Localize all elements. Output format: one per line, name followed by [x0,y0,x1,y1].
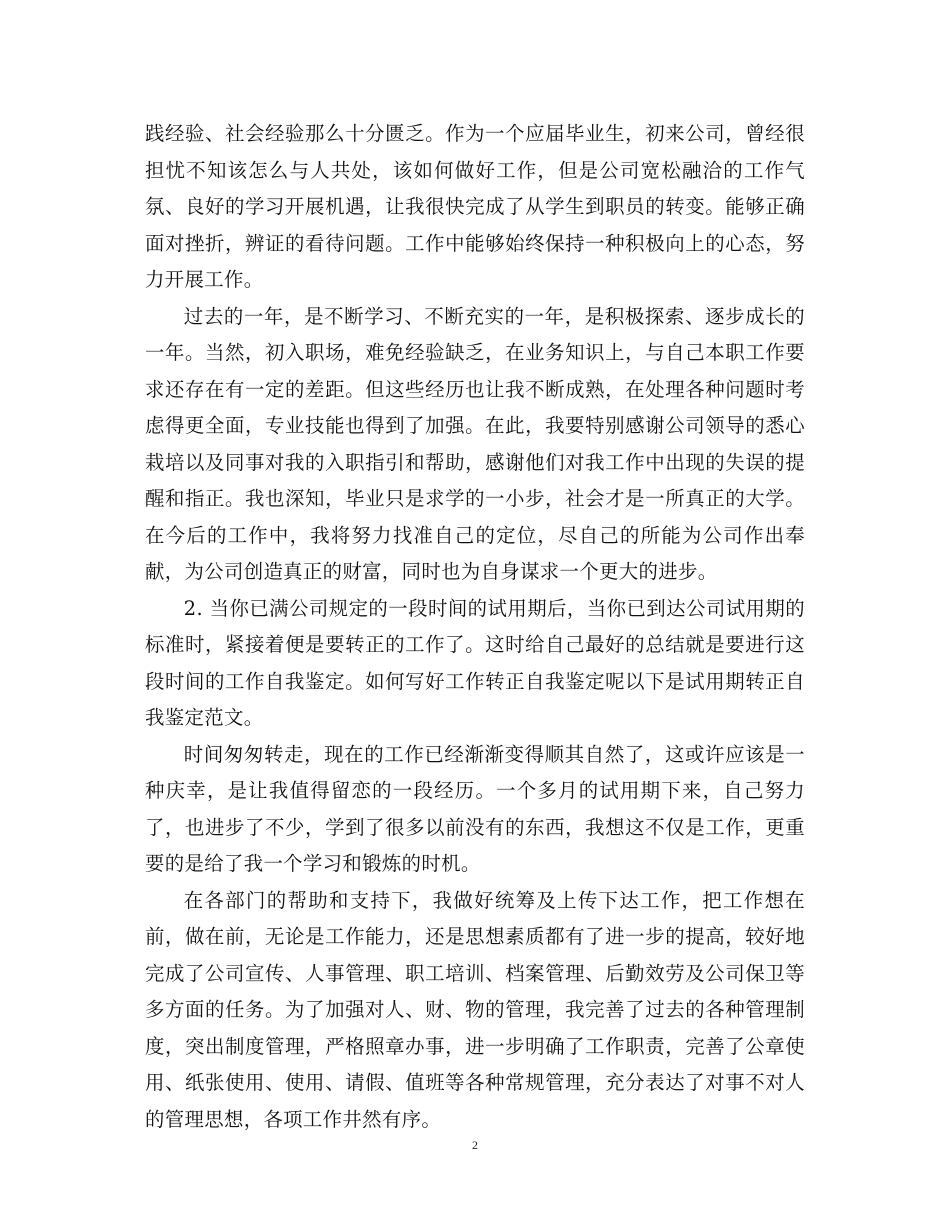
page-number: 2 [472,1138,478,1152]
paragraph-department-support: 在各部门的帮助和支持下，我做好统筹及上传下达工作，把工作想在前，做在前，无论是工作能力，还是思想素质都有了进一步的提高，较好地完成了公司宣传、人事管理、职工培训、档案管理、后勤效劳及公司保卫等多方面的任务。为了加强对人、财、物的管理，我完善了过去的各种管理制度，突出制度管理，严格照章办事，进一步明确了工作职责，完善了公章使用、纸张使用、使用、请假、值班等各种常规管理，充分表达了对事不对人的管理思想，各项工作井然有序。 [145,888,805,1131]
body-text [145,116,805,1138]
paragraph-time-passes: 时间匆匆转走，现在的工作已经渐渐变得顺其自然了，这或许应该是一种庆幸，是让我值得留恋的一段经历。一个多月的试用期下来，自己努力了，也进步了不少，学到了很多以前没有的东西，我想这不仅是工作，更重要的是给了我一个学习和锻炼的时机。 [145,742,805,875]
paragraph-probation-intro: 2. 当你已满公司规定的一段时间的试用期后，当你已到达公司试用期的标准时，紧接着便是要转正的工作了。这时给自己最好的总结就是要进行这段时间的工作自我鉴定。如何写好工作转正自我鉴定呢以下是试用期转正自我鉴定范文。 [145,596,805,729]
paragraph-continuation: 践经验、社会经验那么十分匮乏。作为一个应届毕业生，初来公司，曾经很担忧不知该怎么与人共处，该如何做好工作，但是公司宽松融洽的工作气氛、良好的学习开展机遇，让我很快完成了从学生到职员的转变。能够正确面对挫折，辨证的看待问题。工作中能够始终保持一种积极向上的心态，努力开展工作。 [145,122,805,291]
paragraph-past-year: 过去的一年，是不断学习、不断充实的一年，是积极探索、逐步成长的一年。当然，初入职场，难免经验缺乏，在业务知识上，与自己本职工作要求还存在有一定的差距。但这些经历也让我不断成熟，在处理各种问题时考虑得更全面，专业技能也得到了加强。在此，我要特别感谢公司领导的悉心栽培以及同事对我的入职指引和帮助，感谢他们对我工作中出现的失误的提醒和指正。我也深知，毕业只是求学的一小步，社会才是一所真正的大学。在今后的工作中，我将努力找准自己的定位，尽自己的所能为公司作出奉献，为公司创造真正的财富，同时也为自身谋求一个更大的进步。 [145,304,805,583]
